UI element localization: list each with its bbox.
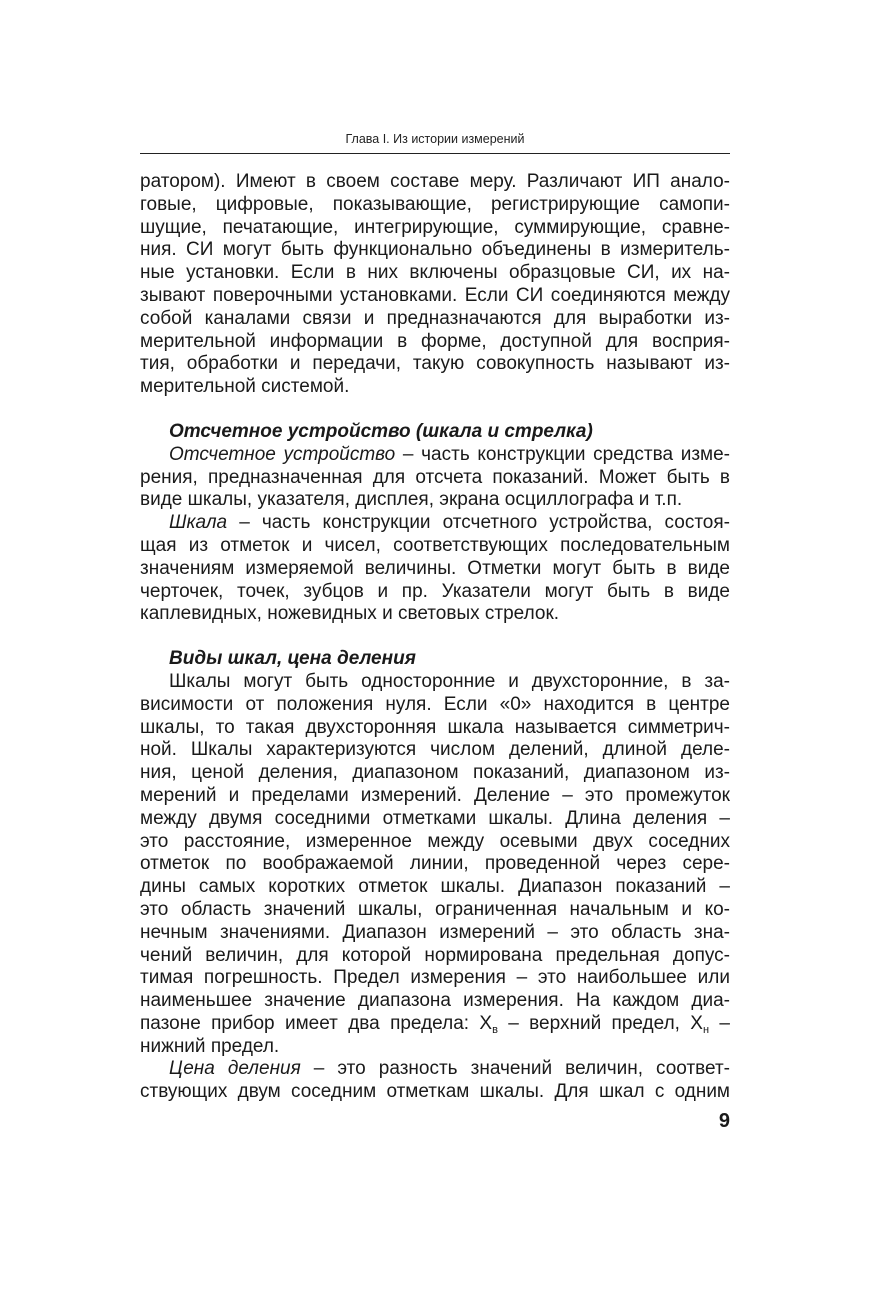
text-line: нечным значениями. Диапазон измерений – это область зна- [140, 921, 730, 943]
text-line: тия, обработки и передачи, такую совокупность называют из- [140, 353, 730, 375]
text-line: это область значений шкалы, ограниченная начальным и ко- [140, 898, 730, 920]
text-line: ствующих двум соседним отметкам шкалы. Для шкал с одним [140, 1081, 730, 1103]
section-heading: Отсчетное устройство (шкала и стрелка) [169, 420, 593, 442]
running-head: Глава I. Из истории измерений [345, 132, 525, 146]
text-line: Шкала – часть конструкции отсчетного устройства, состоя- [169, 512, 730, 534]
text-line: Цена деления – это разность значений величин, соответ- [169, 1058, 731, 1080]
text-line: ные установки. Если в них включены образцовые СИ, их на- [140, 262, 730, 284]
text-line: между двумя соседними отметками шкалы. Длина деления – [140, 807, 730, 829]
page-number: 9 [718, 1110, 730, 1132]
text-line: чений величин, для которой нормирована предельная допус- [140, 944, 730, 966]
text-line: висимости от положения нуля. Если «0» находится в центре [140, 693, 730, 715]
text-line: наименьшее значение диапазона измерения. На каждом диа- [140, 990, 730, 1012]
text-line: Отсчетное устройство – часть конструкции средства изме- [169, 443, 731, 465]
text-line: тимая погрешность. Предел измерения – это наибольшее или [140, 967, 730, 989]
text-line: ния. СИ могут быть функционально объединены в измеритель- [140, 239, 730, 261]
text-line: нижний предел. [140, 1035, 280, 1057]
text-line: ной. Шкалы характеризуются числом делений, длиной деле- [140, 739, 730, 761]
term: Отсчетное устройство [169, 443, 396, 465]
text-line: отметок по воображаемой линии, проведенной через сере- [140, 853, 730, 875]
text-line: щая из отметок и чисел, соответствующих последовательным [140, 534, 730, 556]
text-line: шущие, печатающие, интегрирующие, суммирующие, сравне- [140, 216, 730, 238]
text-line: ратором). Имеют в своем составе меру. Различают ИП анало- [140, 171, 730, 192]
text-line: мерительной системой. [140, 376, 350, 398]
body-text [140, 171, 730, 1104]
text-line: значениям измеряемой величины. Отметки могут быть в виде [140, 557, 730, 579]
text-line: рения, предназначенная для отсчета показаний. Может быть в [140, 466, 730, 488]
text-line: ния, ценой деления, диапазоном показаний, диапазоном из- [140, 762, 730, 784]
text-line: собой каналами связи и предназначаются для выработки из- [140, 307, 730, 329]
term: Шкала [169, 512, 228, 534]
text-line: Шкалы могут быть односторонние и двухсторонние, в за- [169, 670, 730, 692]
text-line: каплевидных, ножевидных и световых стрелок. [140, 603, 560, 625]
text-line: это расстояние, измеренное между осевыми двух соседних [140, 830, 730, 852]
term: Цена деления [169, 1058, 301, 1080]
text-line: мерительной информации в форме, доступной для восприя- [140, 330, 730, 352]
text-line: черточек, точек, зубцов и пр. Указатели могут быть в виде [140, 580, 730, 602]
text-line: виде шкалы, указателя, дисплея, экрана осциллографа и т.п. [140, 489, 683, 511]
text-line: мерений и пределами измерений. Деление – это промежуток [140, 784, 730, 806]
text-line: говые, цифровые, показывающие, регистрирующие самопи- [140, 193, 730, 215]
text-line: шкалы, то такая двухсторонняя шкала называется симметрич- [140, 716, 730, 738]
text-line: пазоне прибор имеет два предела: $X_в$ – верхний предел, $X_н$ – [140, 1012, 730, 1036]
text-line: дины самых коротких отметок шкалы. Диапазон показаний – [140, 876, 730, 898]
text-line: зывают поверочными установками. Если СИ соединяются между [140, 284, 730, 306]
section-heading: Виды шкал, цена деления [169, 648, 416, 670]
header-rule [140, 153, 730, 154]
